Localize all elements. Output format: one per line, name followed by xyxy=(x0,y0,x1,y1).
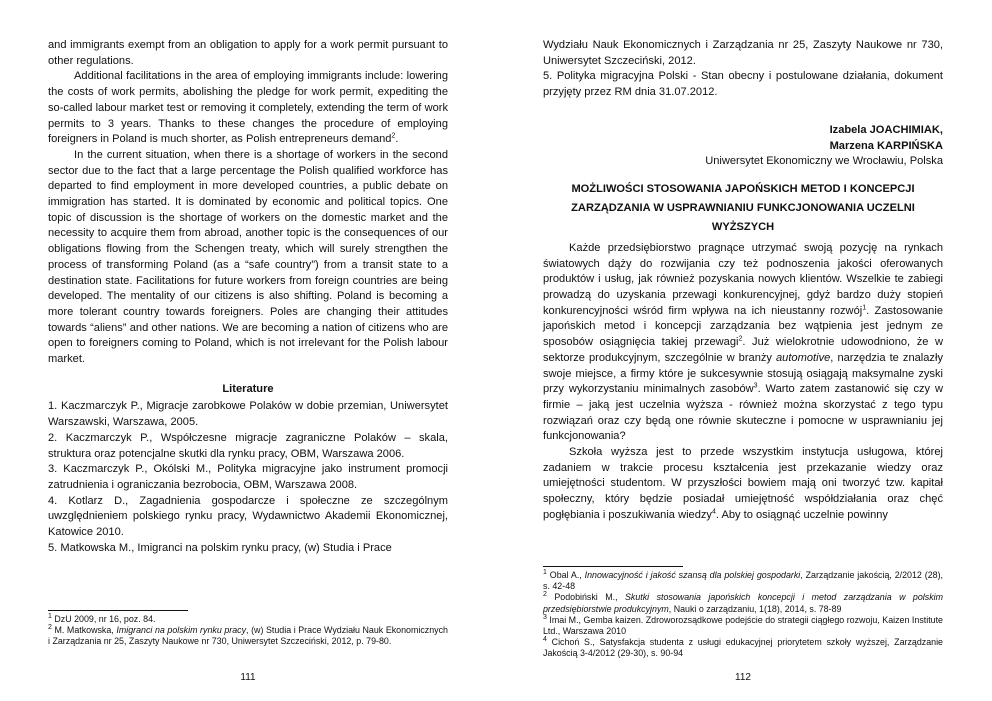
literature-item: 3. Kaczmarczyk P., Okólski M., Polityka migracyjne jako instrument promocji zatrudnienia i ograniczania bezrobocia, OBM, Warszawa 2008. xyxy=(48,463,448,491)
footnote-number: 2 xyxy=(48,624,52,632)
footnote-text: Imai M., Gemba kaizen. Zdroworozsądkowe podejście do strategii ciągłego rozwoju, Kaizen Institute Ltd., Warszawa 2010 xyxy=(543,614,943,637)
footnote xyxy=(543,615,943,637)
literature-list-continued xyxy=(543,38,943,101)
article-title: MOŻLIWOŚCI STOSOWANIA JAPOŃSKICH METOD I KONCEPCJI ZARZĄDZANIA W USPRAWNIANIU FUNKCJONOWANIA UCZELNI WYŻSZYCH xyxy=(571,182,915,233)
authors-block xyxy=(543,123,943,170)
footnote-number: 1 xyxy=(48,613,52,621)
italic-term: automotive xyxy=(776,351,831,364)
footnote-text: , (w) Studia i Prace Wydziału Nauk Ekonomicznych i Zarządzania nr 25, Zaszyty Naukowe nr 730, Uniwersytet Szczeciński, 2012, p. 79-80. xyxy=(48,625,448,647)
footnote-italic: Skutki stosowania japońskich koncepcji i metod zarządzania w polskim przedsiębiorstwie produkcyjnym xyxy=(543,592,944,614)
author-name: Izabela JOACHIMIAK, xyxy=(829,123,943,136)
literature-list xyxy=(48,399,448,556)
footnotes xyxy=(543,570,943,660)
paragraph: In the current situation, when there is a shortage of workers in the second sector due to the fact that a large percentage the Polish qualified workforce has departed to find employment in more developed countries, a public debate on immigration has started. It is dominated by economic and political topics. One topic of discussion is the shortage of workers on the domestic market and the necessity to acquire them from abroad, another topic is the consequences of our obligations flowing from the Schengen treaty, which will surely strengthen the process of transforming Poland (as a “safe country”) from a transit state to a destination state. Facilitations for future workers from foreign countries are being developed. The mentality of our citizens is also shifting. Poland is becoming a more tolerant country towards foreigners. Poles are changing their attitudes towards “aliens” and other nations. We are becoming a nation of citizens who are open to foreigners coming to Poland, which is not irrelevant for the Polish labour market. xyxy=(48,148,448,366)
paragraph-text: , narzędzia te znalazły swoje miejsce, a firmy które je sukcesywnie stosują osiągają maksymalne zyski przy wykorzystaniu minimalnych zasobów xyxy=(543,351,943,396)
footnote-number: 4 xyxy=(543,636,547,644)
footnote-text: DzU 2009, nr 16, poz. 84. xyxy=(51,614,156,624)
footnote xyxy=(543,570,943,592)
literature-item: 1. Kaczmarczyk P., Migracje zarobkowe Polaków w dobie przemian, Uniwersytet Warszawski, Warszawa, 2005. xyxy=(48,400,448,429)
paragraph xyxy=(543,241,943,445)
footnote-ref: 4 xyxy=(711,508,716,516)
footnote-ref: 1 xyxy=(862,304,867,312)
footnote-ref: 2 xyxy=(391,132,396,140)
literature-item: 4. Kotlarz D., Zagadnienia gospodarcze i społeczne ze szczególnym uwzględnieniem polskiego rynku pracy, Wydawnictwo Akademii Ekonomicznej, Katowice 2010. xyxy=(48,494,448,539)
footnote-text: Podobiński M., xyxy=(546,592,625,603)
footnote xyxy=(48,614,448,625)
footnote-text: Obal A., xyxy=(546,570,585,580)
footnote-ref: 3 xyxy=(753,382,758,390)
paragraph: and immigrants exempt from an obligation to apply for a work permit pursuant to other regulations. xyxy=(48,39,448,67)
footnote-text: , Zarządzanie jakością, 2/2012 (28), s. 42-48 xyxy=(543,570,943,592)
author-name: Marzena KARPIŃSKA xyxy=(829,139,943,152)
page-number: 112 xyxy=(735,672,751,683)
literature-item: Wydziału Nauk Ekonomicznych i Zarządzania nr 25, Zaszyty Naukowe nr 730, Uniwersytet Szczeciński, 2012. xyxy=(543,39,943,67)
paragraph-text: . Aby to osiągnąć uczelnie powinny xyxy=(715,508,888,521)
paragraph xyxy=(543,445,943,524)
paragraph-text: Szkoła wyższa jest to przede wszystkim instytucja usługowa, której zadaniem w trakcie procesu kształcenia jest przekazanie wiedzy oraz umiejętności studentom. W przyszłości bowiem mają oni tworzyć tzw. kapitał społeczny, który będzie posiadał umiejętność współdziałania oraz chęć pogłębiania i poszukiwania wiedzy xyxy=(543,446,943,521)
paragraph-text: . Warto zatem zastanowić się czy w firmie – jaką jest uczelnia wyższa - również można skorzystać z tego typu rozwiązań oraz czy będą one równie skuteczne i pomocne w usprawnianiu jej funkcjonowania? xyxy=(543,383,943,443)
footnote-text: M. Matkowska, xyxy=(51,625,117,636)
footnote-number: 2 xyxy=(543,591,547,599)
page-number: 111 xyxy=(240,672,256,683)
paragraph-text: . Zastosowanie japońskich metod i koncepcji zarządzania bez wątpienia jest jednym ze sposobów osiągnięcia takiej przewagi xyxy=(543,304,943,349)
paragraph-end: . xyxy=(395,133,399,146)
footnote-text: Cichoń S., Satysfakcja studenta z usługi edukacyjnej priorytetem szkoły wyższej, Zarządzanie Jakością 3-4/2012 (29-30), s. 90-94 xyxy=(543,637,943,659)
footnote-number: 1 xyxy=(543,569,547,577)
paragraph-text: . Już wielokrotnie udowodniono, że w sektorze produkcyjnym, szczególnie w branży xyxy=(543,336,943,364)
left-body xyxy=(48,38,448,557)
left-page xyxy=(48,38,448,683)
footnote xyxy=(543,637,943,659)
paragraph-text: Additional facilitations in the area of employing immigrants include: lowering the costs of work permits, abolishing the pledge for work permit, expediting the so-called labour market test or removing it completely, extending the term of work permits to 3 years. Thanks to these changes the procedure of employing foreigners in Poland is much shorter, as Polish entrepreneurs demand xyxy=(48,70,448,146)
literature-item: 2. Kaczmarczyk P., Współczesne migracje zagraniczne Polaków – skala, struktura oraz potencjalne skutki dla rynku pracy, OBM, Warszawa 2006. xyxy=(48,431,448,460)
footnote-text: , Nauki o zarządzaniu, 1(18), 2014, s. 78-89 xyxy=(668,603,842,614)
footnote-ref: 2 xyxy=(738,335,743,343)
footnote xyxy=(543,592,943,614)
literature-item: 5. Polityka migracyjna Polski - Stan obecny i postulowane działania, dokument przyjęty przez RM dnia 31.07.2012. xyxy=(543,70,943,99)
affiliation: Uniwersytet Ekonomiczny we Wrocławiu, Polska xyxy=(705,155,943,168)
footnote xyxy=(48,625,448,647)
right-page xyxy=(543,38,943,683)
paragraph xyxy=(48,69,448,148)
footnote-italic: Innowacyjność i jakość szansą dla polskiej gospodarki xyxy=(584,570,801,580)
footnote-rule xyxy=(543,566,683,567)
right-body xyxy=(543,38,943,524)
footnote-number: 3 xyxy=(543,613,547,621)
footnote-italic: Imigranci na polskim rynku pracy xyxy=(116,625,247,636)
literature-item: 5. Matkowska M., Imigranci na polskim rynku pracy, (w) Studia i Prace xyxy=(48,541,392,554)
footnotes xyxy=(48,614,448,648)
literature-heading: Literature xyxy=(222,382,274,395)
footnote-rule xyxy=(48,610,188,611)
paragraph-text: Każde przedsiębiorstwo pragnące utrzymać swoją pozycję na rynkach światowych dąży do rozwijania czy też podnoszenia jakości oferowanych produktów i usług, jak również pozyskania nowych klientów. Wszelkie te zabiegi prowadzą do uzyskania przewagi konkurencyjnej, gdyż bardzo duży stopień konkurencyjności wśród firm wpływa na ich nieustanny rozwój xyxy=(543,241,943,317)
